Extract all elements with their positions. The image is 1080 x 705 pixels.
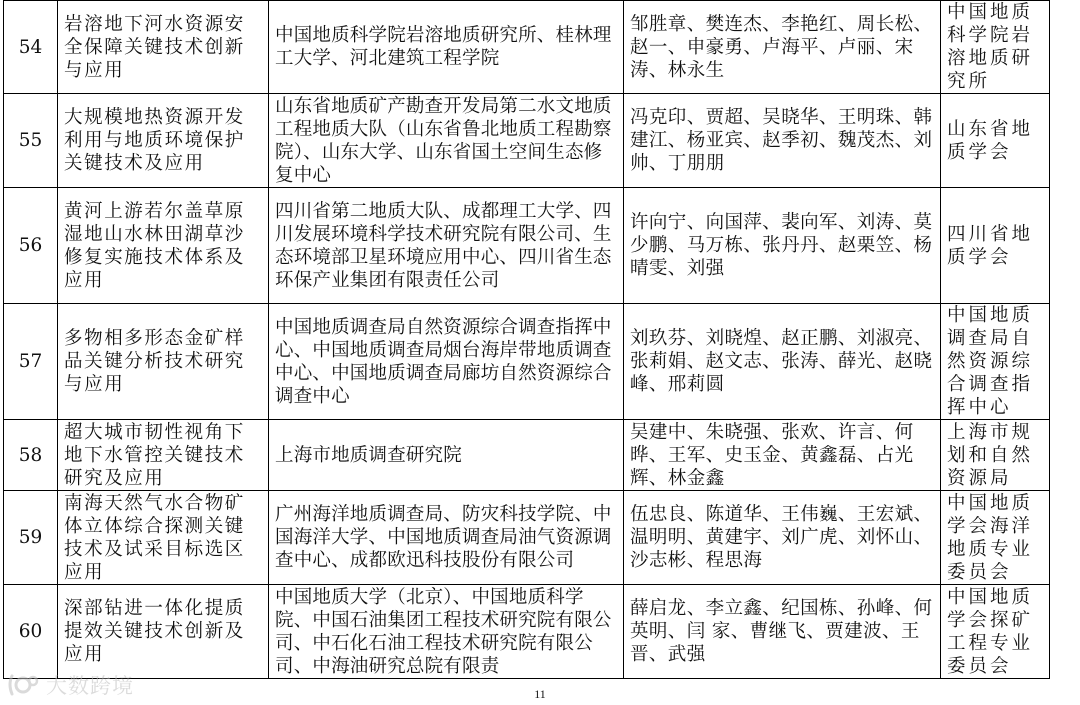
row-number: 54	[4, 1, 58, 94]
row-number: 57	[4, 304, 58, 420]
completing-units: 中国地质大学（北京）、中国地质科学院、中国石油集团工程技术研究院有限公司、中石化石油工程技术研究院有限公司、中海油研究总院有限责	[269, 585, 624, 679]
completing-units: 广州海洋地质调查局、防灾科技学院、中国海洋大学、中国地质调查局油气资源调查中心、成都欧迅科技股份有限公司	[269, 491, 624, 585]
table-row	[4, 491, 1050, 585]
project-name: 超大城市韧性视角下地下水管控关键技术研究及应用	[58, 420, 269, 491]
completing-persons: 吴建中、朱晓强、张欢、许言、何晔、王军、史玉金、黄鑫磊、占光辉、林金鑫	[624, 420, 941, 491]
recommending-unit: 上海市规划和自然资源局	[941, 420, 1050, 491]
watermark-text: 大数跨境	[46, 674, 134, 698]
completing-units: 中国地质调查局自然资源综合调查指挥中心、中国地质调查局烟台海岸带地质调查中心、中国地质调查局廊坊自然资源综合调查中心	[269, 304, 624, 420]
completing-persons: 薛启龙、李立鑫、纪国栋、孙峰、何英明、闫 家、曹继飞、贾建波、王晋、武强	[624, 585, 941, 679]
completing-units: 四川省第二地质大队、成都理工大学、四川发展环境科学技术研究院有限公司、生态环境部卫星环境应用中心、四川省生态环保产业集团有限责任公司	[269, 188, 624, 304]
completing-persons: 冯克印、贾超、吴晓华、王明珠、韩建江、杨亚宾、赵季初、魏茂杰、刘帅、丁朋朋	[624, 94, 941, 188]
completing-persons: 邹胜章、樊连杰、李艳红、周长松、赵一、申豪勇、卢海平、卢丽、宋涛、林永生	[624, 1, 941, 94]
project-name: 岩溶地下河水资源安全保障关键技术创新与应用	[58, 1, 269, 94]
table-row	[4, 94, 1050, 188]
project-name: 黄河上游若尔盖草原湿地山水林田湖草沙修复实施技术体系及应用	[58, 188, 269, 304]
awards-table	[3, 0, 1050, 679]
completing-persons: 许向宁、向国萍、裴向军、刘涛、莫少鹏、马万栋、张丹丹、赵栗笠、杨晴雯、刘强	[624, 188, 941, 304]
table-row	[4, 304, 1050, 420]
row-number: 58	[4, 420, 58, 491]
completing-persons: 伍忠良、陈道华、王伟巍、王宏斌、温明明、黄建宇、刘广虎、刘怀山、沙志彬、程思海	[624, 491, 941, 585]
table-row	[4, 1, 1050, 94]
recommending-unit: 四川省地质学会	[941, 188, 1050, 304]
row-number: 56	[4, 188, 58, 304]
table-row	[4, 188, 1050, 304]
page-number: 11	[534, 687, 546, 701]
recommending-unit: 中国地质调查局自然资源综合调查指挥中心	[941, 304, 1050, 420]
completing-persons: 刘玖芬、刘晓煌、赵正鹏、刘淑亮、张莉娟、赵文志、张涛、薛光、赵晓峰、邢莉圆	[624, 304, 941, 420]
project-name: 大规模地热资源开发利用与地质环境保护关键技术及应用	[58, 94, 269, 188]
row-number: 59	[4, 491, 58, 585]
recommending-unit: 中国地质学会海洋地质专业委员会	[941, 491, 1050, 585]
table-row	[4, 585, 1050, 679]
table-row	[4, 420, 1050, 491]
recommending-unit: 中国地质学会探矿工程专业委员会	[941, 585, 1050, 679]
row-number: 60	[4, 585, 58, 679]
completing-units: 中国地质科学院岩溶地质研究所、桂林理工大学、河北建筑工程学院	[269, 1, 624, 94]
completing-units: 山东省地质矿产勘查开发局第二水文地质工程地质大队（山东省鲁北地质工程勘察院）、山东大学、山东省国土空间生态修复中心	[269, 94, 624, 188]
completing-units: 上海市地质调查研究院	[269, 420, 624, 491]
recommending-unit: 山东省地质学会	[941, 94, 1050, 188]
row-number: 55	[4, 94, 58, 188]
project-name: 多物相多形态金矿样品关键分析技术研究与应用	[58, 304, 269, 420]
project-name: 深部钻进一体化提质提效关键技术创新及应用	[58, 585, 269, 679]
recommending-unit: 中国地质科学院岩溶地质研究所	[941, 1, 1050, 94]
project-name: 南海天然气水合物矿体立体综合探测关键技术及试采目标选区应用	[58, 491, 269, 585]
